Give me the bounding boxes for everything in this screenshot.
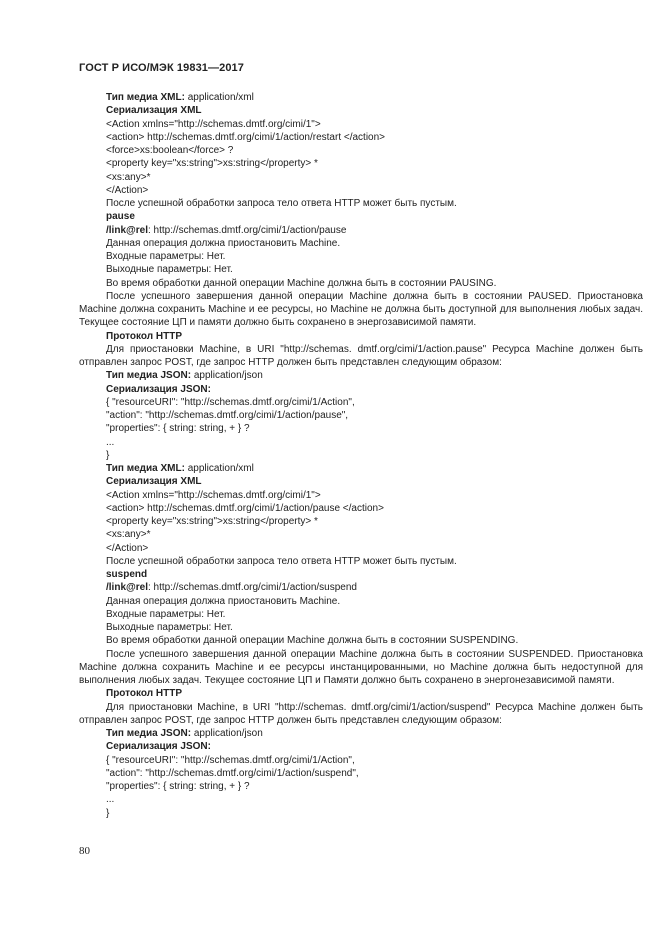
labeled-line: [79, 369, 643, 382]
section-heading: Сериализация XML: [106, 476, 202, 488]
labeled-line: [79, 91, 643, 104]
text-line: <action> http://schemas.dmtf.org/cimi/1/action/pause </action>: [106, 502, 384, 514]
text-line: <property key="xs:string">xs:string</property> *: [106, 158, 318, 170]
text-line: "action": "http://schemas.dmtf.org/cimi/1/action/suspend",: [106, 767, 359, 779]
line-label: Тип медиа XML:: [106, 92, 185, 103]
text-line: <action> http://schemas.dmtf.org/cimi/1/action/restart </action>: [106, 131, 386, 143]
paragraph: Для приостановки Machine, в URI "http://schemas. dmtf.org/cimi/1/action/suspend" Ресурса Machine должен быть отправлен запрос POST, где запрос HTTP должен быть представлен следующим образом:: [79, 701, 643, 726]
section-heading: Сериализация JSON:: [106, 741, 211, 753]
text-line: Во время обработки данной операции Machine должна быть в состоянии PAUSING.: [106, 277, 497, 289]
line-value: : http://schemas.dmtf.org/cimi/1/action/suspend: [148, 582, 357, 594]
line-value: application/xml: [184, 92, 254, 103]
section-heading: Протокол HTTP: [106, 688, 183, 700]
page-number: 80: [79, 845, 90, 857]
text-line: "properties": { string: string, + } ?: [106, 781, 250, 792]
labeled-line: [79, 462, 643, 475]
line-value: application/json: [191, 370, 263, 382]
text-line: </Action>: [106, 184, 149, 196]
paragraph: Для приостановки Machine, в URI "http://schemas. dmtf.org/cimi/1/action.pause" Ресурса Machine должен быть отправлен запрос POST, где запрос HTTP должен быть представлен следующим образом:: [79, 343, 643, 368]
labeled-line: [79, 581, 643, 594]
line-label: /link@rel: [106, 224, 148, 236]
line-value: application/json: [191, 728, 263, 739]
text-line: <property key="xs:string">xs:string</property> *: [106, 516, 318, 527]
text-line: <xs:any>*: [106, 171, 151, 183]
text-line: { "resourceURI": "http://schemas.dmtf.org/cimi/1/Action",: [106, 396, 355, 408]
section-heading: Сериализация JSON:: [106, 383, 211, 395]
paragraph: После успешного завершения данной операции Machine должна быть в состоянии PAUSED. Приостановка Machine должна сохранить Machine и ее ресурсы, но Machine не должна быть доступной для выполнения любых задач. Текущее состояние ЦП и памяти должно быть сохранено в энергозависимой памяти.: [79, 290, 643, 329]
line-label: Тип медиа JSON:: [106, 370, 192, 382]
line-label: Тип медиа JSON:: [106, 728, 192, 739]
text-line: "properties": { string: string, + } ?: [106, 423, 250, 435]
text-line: После успешной обработки запроса тело ответа HTTP может быть пустым.: [106, 198, 457, 209]
text-line: }: [106, 807, 110, 819]
section-heading: Протокол HTTP: [106, 330, 183, 342]
line-label: /link@rel: [106, 582, 148, 594]
section-heading: Сериализация XML: [106, 105, 202, 117]
text-line: </Action>: [106, 542, 149, 554]
document-body: [79, 91, 643, 820]
text-line: Входные параметры: Нет.: [106, 608, 226, 620]
text-line: Выходные параметры: Нет.: [106, 264, 233, 276]
text-line: "action": "http://schemas.dmtf.org/cimi/1/action/pause",: [106, 410, 349, 421]
text-line: <Action xmlns="http://schemas.dmtf.org/cimi/1">: [106, 489, 321, 501]
text-line: Выходные параметры: Нет.: [106, 622, 233, 633]
section-heading: pause: [106, 211, 135, 223]
section-heading: suspend: [106, 569, 148, 580]
text-line: ...: [106, 436, 115, 448]
paragraph: После успешного завершения данной операции Machine должна быть в состоянии SUSPENDED. Приостановка Machine должна сохранить Machine и ее ресурсы инстанцированными, но Machine должна быть недоступной для выполнения любых задач. Текущее состояние ЦП и Памяти должно быть сохранено в энергонезависимой памяти.: [79, 648, 643, 686]
labeled-line: [79, 224, 643, 237]
line-value: application/xml: [184, 463, 254, 474]
text-line: После успешной обработки запроса тело ответа HTTP может быть пустым.: [106, 555, 457, 567]
text-line: Входные параметры: Нет.: [106, 251, 226, 262]
document-header: ГОСТ Р ИСО/МЭК 19831—2017: [79, 62, 244, 74]
text-line: <force>xs:boolean</force> ?: [106, 145, 234, 156]
text-line: <Action xmlns="http://schemas.dmtf.org/cimi/1">: [106, 118, 321, 130]
text-line: Данная операция должна приостановить Machine.: [106, 595, 341, 607]
line-value: : http://schemas.dmtf.org/cimi/1/action/pause: [148, 224, 347, 236]
text-line: Во время обработки данной операции Machine должна быть в состоянии SUSPENDING.: [106, 635, 519, 647]
labeled-line: [79, 727, 643, 740]
text-line: <xs:any>*: [106, 529, 151, 541]
text-line: { "resourceURI": "http://schemas.dmtf.org/cimi/1/Action",: [106, 754, 355, 766]
line-label: Тип медиа XML:: [106, 463, 185, 474]
text-line: Данная операция должна приостановить Machine.: [106, 237, 341, 249]
text-line: }: [106, 449, 110, 461]
text-line: ...: [106, 794, 115, 806]
